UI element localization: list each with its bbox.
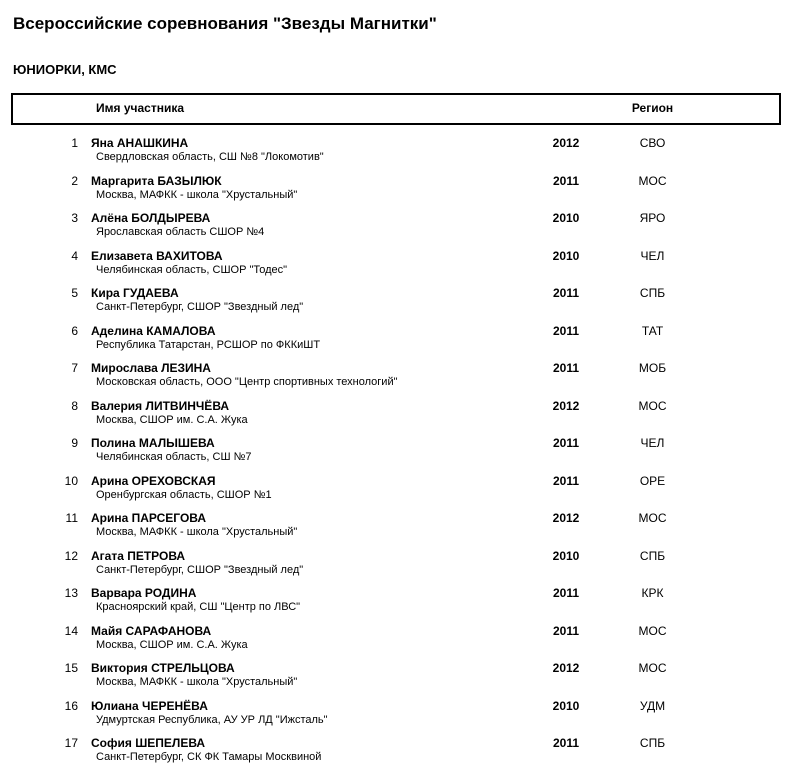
participant-name: Валерия ЛИТВИНЧЁВА (91, 398, 230, 413)
region-code: УДМ (639, 698, 666, 713)
row-number: 16 (64, 698, 78, 713)
competition-title: Всероссийские соревнования "Звезды Магнитки" (13, 14, 437, 33)
row-number: 12 (64, 548, 78, 563)
row-number: 6 (71, 323, 78, 338)
table-row (0, 586, 792, 624)
participant-club: Московская область, ООО "Центр спортивных технологий" (96, 376, 398, 388)
row-number: 9 (71, 436, 78, 450)
birth-year: 2011 (552, 361, 580, 375)
participant-club: Санкт-Петербург, СШОР "Звездный лед" (96, 563, 304, 576)
table-row (0, 436, 792, 474)
row-number: 13 (64, 586, 78, 600)
participant-name: Агата ПЕТРОВА (91, 548, 186, 563)
table-row (0, 624, 792, 662)
birth-year: 2011 (552, 473, 580, 488)
participant-club: Санкт-Петербург, СК ФК Тамары Москвиной (96, 751, 322, 763)
row-number: 3 (71, 211, 78, 225)
region-code: ЧЕЛ (640, 436, 665, 450)
region-code: СВО (639, 136, 666, 150)
participant-club: Свердловская область, СШ №8 "Локомотив" (96, 151, 324, 163)
participant-club: Красноярский край, СШ "Центр по ЛВС" (96, 601, 301, 613)
row-number: 7 (71, 361, 78, 375)
region-code: ТАТ (641, 323, 664, 338)
region-code: СПБ (639, 286, 666, 300)
participant-club: Москва, СШОР им. С.А. Жука (96, 413, 248, 426)
region-code: СПБ (639, 548, 666, 563)
row-number: 5 (71, 286, 78, 300)
category-title: ЮНИОРКИ, КМС (13, 62, 117, 77)
row-number: 17 (64, 736, 78, 750)
participant-club: Челябинская область, СШОР "Тодес" (96, 263, 288, 276)
birth-year: 2012 (552, 511, 580, 525)
birth-year: 2010 (552, 211, 580, 225)
participant-name: Елизавета ВАХИТОВА (91, 248, 223, 263)
birth-year: 2011 (552, 323, 580, 338)
row-number: 2 (71, 173, 78, 188)
table-row (0, 736, 792, 774)
participant-club: Москва, МАФКК - школа "Хрустальный" (96, 188, 298, 201)
table-row (0, 399, 792, 437)
birth-year: 2011 (552, 286, 580, 300)
table-row (0, 661, 792, 699)
participant-club: Республика Татарстан, РСШОР по ФККиШТ (96, 338, 321, 351)
participants-list (0, 136, 792, 774)
row-number: 8 (71, 398, 78, 413)
participant-club: Санкт-Петербург, СШОР "Звездный лед" (96, 301, 304, 313)
participant-name: Алёна БОЛДЫРЕВА (91, 211, 211, 225)
region-code: ЯРО (639, 211, 666, 225)
region-code: МОС (638, 511, 667, 525)
participant-name: Полина МАЛЫШЕВА (91, 436, 215, 450)
participant-club: Челябинская область, СШ №7 (96, 451, 252, 463)
participant-name: Арина ОРЕХОВСКАЯ (91, 473, 216, 488)
birth-year: 2011 (552, 623, 580, 638)
region-code: СПБ (639, 736, 666, 750)
birth-year: 2011 (552, 586, 580, 600)
participant-name: Кира ГУДАЕВА (91, 286, 179, 300)
region-code: МОБ (638, 361, 667, 375)
region-code: МОС (638, 623, 667, 638)
row-number: 15 (64, 661, 78, 675)
birth-year: 2012 (552, 661, 580, 675)
participant-name: Варвара РОДИНА (91, 586, 197, 600)
table-row (0, 136, 792, 174)
birth-year: 2011 (552, 736, 580, 750)
region-code: МОС (638, 173, 667, 188)
table-row (0, 174, 792, 212)
participant-club: Удмуртская Республика, АУ УР ЛД "Ижсталь" (96, 713, 328, 726)
birth-year: 2010 (552, 548, 580, 563)
participant-name: Майя САРАФАНОВА (91, 623, 212, 638)
column-header-name: Имя участника (96, 101, 185, 115)
participant-name: Маргарита БАЗЫЛЮК (91, 173, 222, 188)
participant-club: Москва, МАФКК - школа "Хрустальный" (96, 676, 298, 688)
region-code: МОС (638, 398, 667, 413)
table-row (0, 699, 792, 737)
table-row (0, 474, 792, 512)
row-number: 11 (65, 511, 78, 525)
participant-club: Москва, МАФКК - школа "Хрустальный" (96, 526, 298, 538)
birth-year: 2012 (552, 398, 580, 413)
table-row (0, 511, 792, 549)
table-row (0, 549, 792, 587)
region-code: ЧЕЛ (640, 248, 665, 263)
table-row (0, 211, 792, 249)
participant-name: Мирослава ЛЕЗИНА (91, 361, 211, 375)
participant-club: Ярославская область СШОР №4 (96, 226, 265, 238)
birth-year: 2011 (552, 436, 580, 450)
table-row (0, 361, 792, 399)
participant-name: Яна АНАШКИНА (91, 136, 189, 150)
table-row (0, 286, 792, 324)
region-code: ОРЕ (639, 473, 666, 488)
participant-club: Москва, СШОР им. С.А. Жука (96, 638, 248, 651)
row-number: 1 (71, 136, 78, 150)
participant-name: Арина ПАРСЕГОВА (91, 511, 207, 525)
participant-name: Аделина КАМАЛОВА (91, 323, 216, 338)
birth-year: 2010 (552, 698, 580, 713)
birth-year: 2012 (552, 136, 580, 150)
table-row (0, 324, 792, 362)
participant-name: София ШЕПЕЛЕВА (91, 736, 206, 750)
birth-year: 2010 (552, 248, 580, 263)
row-number: 14 (64, 623, 78, 638)
row-number: 10 (64, 473, 78, 488)
column-header-region: Регион (631, 101, 674, 115)
row-number: 4 (71, 248, 78, 263)
region-code: МОС (638, 661, 667, 675)
birth-year: 2011 (552, 173, 580, 188)
participant-club: Оренбургская область, СШОР №1 (96, 488, 272, 501)
participant-name: Юлиана ЧЕРЕНЁВА (91, 698, 208, 713)
table-row (0, 249, 792, 287)
region-code: КРК (641, 586, 664, 600)
participant-name: Виктория СТРЕЛЬЦОВА (91, 661, 235, 675)
